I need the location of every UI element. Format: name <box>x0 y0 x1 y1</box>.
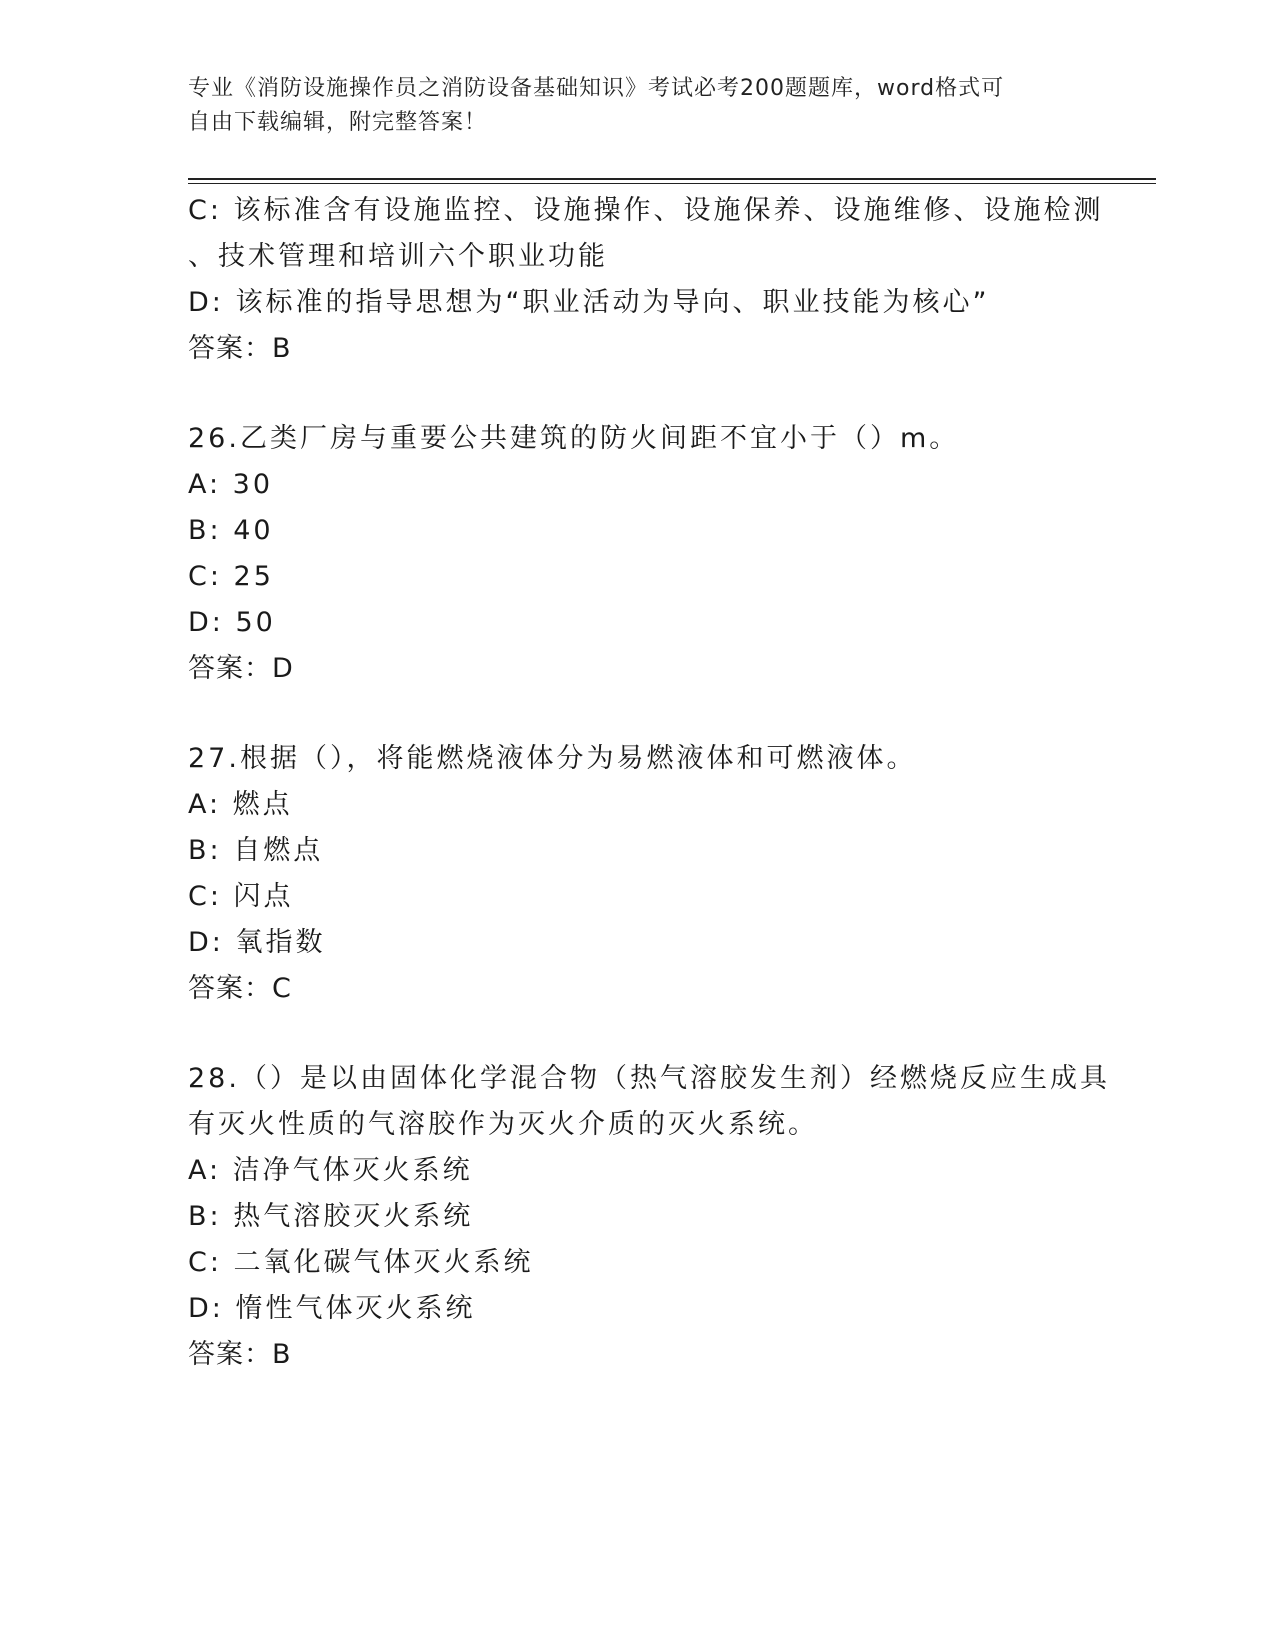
option-d: D: 该标准的指导思想为“职业活动为导向、职业技能为核心” <box>188 287 990 318</box>
question-stem-line-1: 28.（）是以由固体化学混合物（热气溶胶发生剂）经燃烧反应生成具 <box>188 1063 1110 1094</box>
previous-question-tail <box>188 188 1104 372</box>
option-c-line-1: C: 该标准含有设施监控、设施操作、设施保养、设施维修、设施检测 <box>188 195 1104 226</box>
option-c: C: 闪点 <box>188 881 294 912</box>
question-26 <box>188 416 1088 692</box>
option-c-line-2: 、技术管理和培训六个职业功能 <box>188 241 608 272</box>
option-a: A: 30 <box>188 469 274 500</box>
option-b: B: 热气溶胶灭火系统 <box>188 1201 474 1232</box>
question-stem: 27.根据（），将能燃烧液体分为易燃液体和可燃液体。 <box>188 743 917 774</box>
option-c: C: 25 <box>188 561 274 592</box>
answer: 答案：B <box>188 333 292 364</box>
answer: 答案：C <box>188 973 292 1004</box>
header-divider <box>188 178 1156 184</box>
option-d: D: 氧指数 <box>188 927 326 958</box>
question-stem: 26.乙类厂房与重要公共建筑的防火间距不宜小于（）m。 <box>188 423 960 454</box>
option-a: A: 洁净气体灭火系统 <box>188 1155 473 1186</box>
question-content <box>188 188 1110 1378</box>
question-27 <box>188 736 1088 1012</box>
spacer <box>188 692 1088 736</box>
spacer <box>188 372 1088 416</box>
answer: 答案：B <box>188 1339 292 1370</box>
header-title-line-1: 专业《消防设施操作员之消防设备基础知识》考试必考200题题库，word格式可 <box>188 76 1005 101</box>
option-d: D: 50 <box>188 607 276 638</box>
option-a: A: 燃点 <box>188 789 293 820</box>
answer: 答案：D <box>188 653 294 684</box>
option-b: B: 40 <box>188 515 274 546</box>
question-stem-line-2: 有灭火性质的气溶胶作为灭火介质的灭火系统。 <box>188 1109 818 1140</box>
option-c: C: 二氧化碳气体灭火系统 <box>188 1247 534 1278</box>
option-b: B: 自燃点 <box>188 835 324 866</box>
document-header <box>188 72 1088 140</box>
question-28 <box>188 1056 1110 1378</box>
option-d: D: 惰性气体灭火系统 <box>188 1293 476 1324</box>
header-title-line-2: 自由下载编辑，附完整答案！ <box>188 110 488 135</box>
spacer <box>188 1012 1088 1056</box>
